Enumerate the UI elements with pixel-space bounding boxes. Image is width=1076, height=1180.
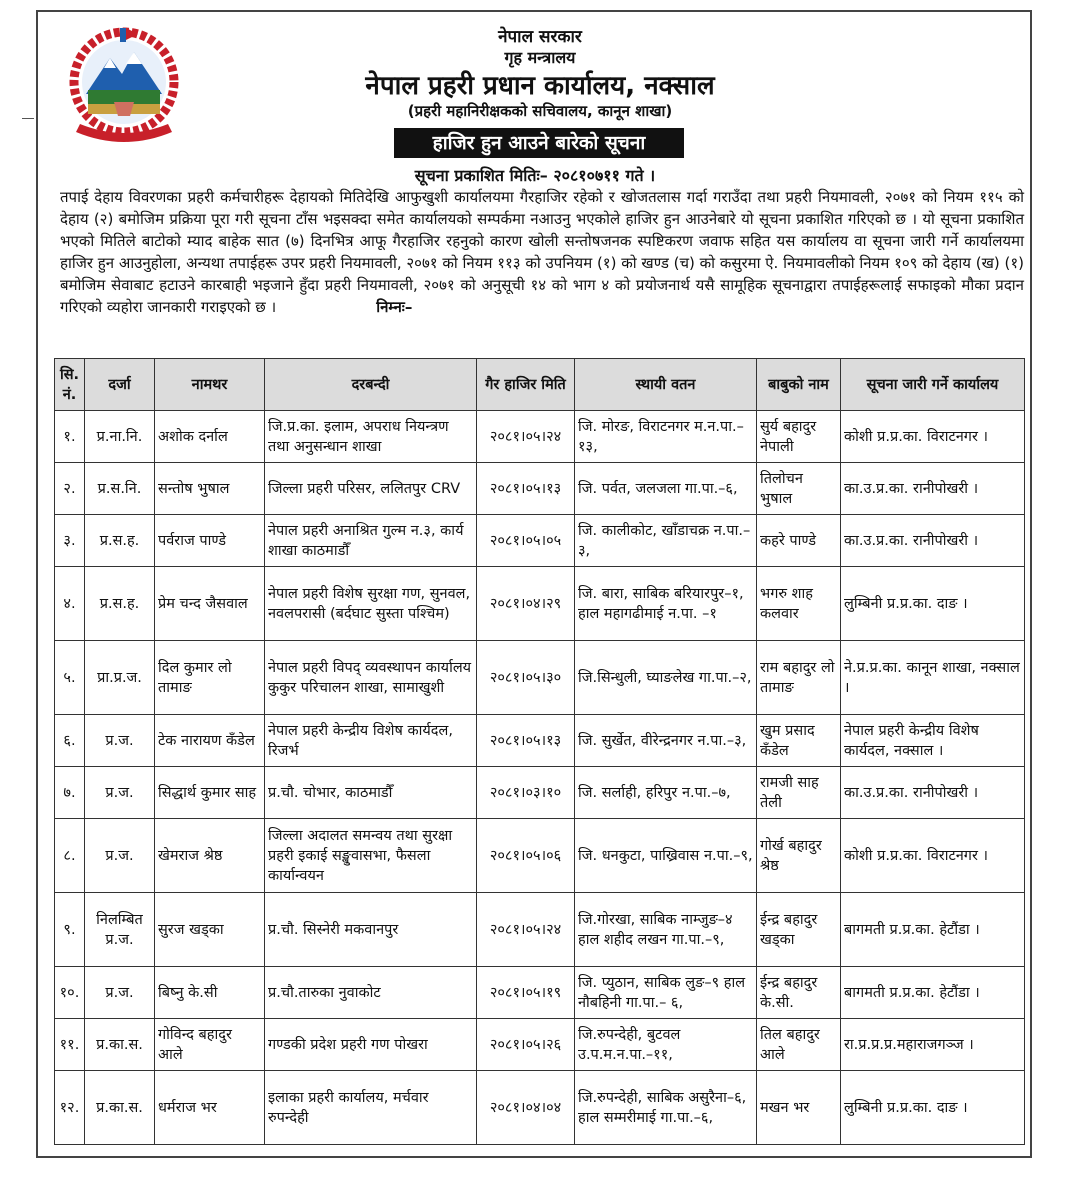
table-row	[55, 767, 1025, 819]
cell-rank: प्र.ज.	[85, 715, 155, 767]
cell-name: टेक नारायण कँडेल	[155, 715, 265, 767]
cell-rank: प्रा.प्र.ज.	[85, 641, 155, 715]
cell-issuing-office: कोशी प्र.प्र.का. विराटनगर ।	[841, 819, 1025, 893]
cell-serial: ४.	[55, 567, 85, 641]
cell-permanent-address: जि. प्युठान, साबिक लुङ–९ हाल नौबहिनी गा.पा.– ६,	[575, 967, 757, 1019]
cell-absent-date: २०८१।०५।१९	[477, 967, 575, 1019]
table-header-row	[55, 359, 1025, 411]
header-serial: सि. नं.	[55, 359, 85, 411]
header-permanent-address: स्थायी वतन	[575, 359, 757, 411]
cell-rank: प्र.का.स.	[85, 1071, 155, 1145]
cell-name: बिष्नु के.सी	[155, 967, 265, 1019]
table-row	[55, 1019, 1025, 1071]
cell-issuing-office: नेपाल प्रहरी केन्द्रीय विशेष कार्यदल, नक्साल ।	[841, 715, 1025, 767]
cell-permanent-address: जि.गोरखा, साबिक नाम्जुङ–४ हाल शहीद लखन गा.पा.–९,	[575, 893, 757, 967]
cell-rank: प्र.ज.	[85, 967, 155, 1019]
cell-rank: प्र.ना.नि.	[85, 411, 155, 463]
cell-name: पर्वराज पाण्डे	[155, 515, 265, 567]
cell-father-name: गोर्ख बहादुर श्रेष्ठ	[757, 819, 841, 893]
cell-father-name: तिलोचन भुषाल	[757, 463, 841, 515]
cell-name: धर्मराज भर	[155, 1071, 265, 1145]
section-subtitle: (प्रहरी महानिरीक्षकको सचिवालय, कानून शाखा)	[407, 102, 673, 120]
cell-father-name: राम बहादुर लो तामाङ	[757, 641, 841, 715]
cell-issuing-office: का.उ.प्र.का. रानीपोखरी ।	[841, 515, 1025, 567]
cell-absent-date: २०८१।०५।२४	[477, 411, 575, 463]
cell-serial: ८.	[55, 819, 85, 893]
cell-absent-date: २०८१।०५।०६	[477, 819, 575, 893]
cell-posting: गण्डकी प्रदेश प्रहरी गण पोखरा	[265, 1019, 477, 1071]
cell-rank: निलम्बित प्र.ज.	[85, 893, 155, 967]
table-row	[55, 1071, 1025, 1145]
table-row	[55, 463, 1025, 515]
cell-posting: जि.प्र.का. इलाम, अपराध नियन्त्रण तथा अनुसन्धान शाखा	[265, 411, 477, 463]
cell-name: गोविन्द बहादुर आले	[155, 1019, 265, 1071]
absent-personnel-table	[54, 358, 1025, 1145]
cell-serial: ३.	[55, 515, 85, 567]
cell-serial: १०.	[55, 967, 85, 1019]
header-absent-date: गैर हाजिर मिति	[477, 359, 575, 411]
cell-permanent-address: जि. धनकुटा, पाख्रिवास न.पा.–९,	[575, 819, 757, 893]
cell-serial: १.	[55, 411, 85, 463]
cell-name: दिल कुमार लो तामाङ	[155, 641, 265, 715]
table-row	[55, 515, 1025, 567]
cell-rank: प्र.ज.	[85, 819, 155, 893]
cell-name: खेमराज श्रेष्ठ	[155, 819, 265, 893]
table-row	[55, 715, 1025, 767]
header-father-name: बाबुको नाम	[757, 359, 841, 411]
cell-posting: प्र.चौ. चोभार, काठमाडौँ	[265, 767, 477, 819]
cell-absent-date: २०८१।०५।०५	[477, 515, 575, 567]
cell-rank: प्र.ज.	[85, 767, 155, 819]
cell-posting: जिल्ला प्रहरी परिसर, ललितपुर CRV	[265, 463, 477, 515]
cell-father-name: ईन्द्र बहादुर के.सी.	[757, 967, 841, 1019]
cell-rank: प्र.स.नि.	[85, 463, 155, 515]
table-row	[55, 641, 1025, 715]
cell-serial: ५.	[55, 641, 85, 715]
cell-father-name: कहरे पाण्डे	[757, 515, 841, 567]
cell-issuing-office: का.उ.प्र.का. रानीपोखरी ।	[841, 463, 1025, 515]
cell-issuing-office: बागमती प्र.प्र.का. हेटौंडा ।	[841, 967, 1025, 1019]
cell-father-name: खुम प्रसाद कँडेल	[757, 715, 841, 767]
cell-father-name: सुर्य बहादुर नेपाली	[757, 411, 841, 463]
cell-permanent-address: जि. पर्वत, जलजला गा.पा.–६,	[575, 463, 757, 515]
cell-name: सन्तोष भुषाल	[155, 463, 265, 515]
cell-absent-date: २०८१।०५।१३	[477, 715, 575, 767]
cell-father-name: ईन्द्र बहादुर खड्का	[757, 893, 841, 967]
cell-serial: १२.	[55, 1071, 85, 1145]
cell-serial: ७.	[55, 767, 85, 819]
cell-permanent-address: जि. सुर्खेत, वीरेन्द्रनगर न.पा.–३,	[575, 715, 757, 767]
cell-name: सिद्धार्थ कुमार साह	[155, 767, 265, 819]
cell-permanent-address: जि. कालीकोट, खाँडाचक्र न.पा.–३,	[575, 515, 757, 567]
table-row	[55, 411, 1025, 463]
cell-issuing-office: लुम्बिनी प्र.प्र.का. दाङ ।	[841, 567, 1025, 641]
header-issuing-office: सूचना जारी गर्ने कार्यालय	[841, 359, 1025, 411]
cell-absent-date: २०८१।०५।२६	[477, 1019, 575, 1071]
cell-serial: २.	[55, 463, 85, 515]
list-label: निम्नः–	[376, 298, 413, 316]
cell-rank: प्र.का.स.	[85, 1019, 155, 1071]
cell-posting: प्र.चौ. सिस्नेरी मकवानपुर	[265, 893, 477, 967]
edge-mark	[22, 118, 34, 119]
cell-permanent-address: जि.रुपन्देही, साबिक असुरैना–६, हाल सम्मरीमाई गा.पा.–६,	[575, 1071, 757, 1145]
cell-name: अशोक दर्नाल	[155, 411, 265, 463]
cell-posting: जिल्ला अदालत समन्वय तथा सुरक्षा प्रहरी इकाई सङ्खुवासभा, फैसला कार्यान्वयन	[265, 819, 477, 893]
cell-issuing-office: का.उ.प्र.का. रानीपोखरी ।	[841, 767, 1025, 819]
cell-issuing-office: बागमती प्र.प्र.का. हेटौंडा ।	[841, 893, 1025, 967]
cell-posting: नेपाल प्रहरी विपद् व्यवस्थापन कार्यालय कुकुर परिचालन शाखा, सामाखुशी	[265, 641, 477, 715]
cell-issuing-office: ने.प्र.प्र.का. कानून शाखा, नक्साल ।	[841, 641, 1025, 715]
cell-issuing-office: कोशी प्र.प्र.का. विराटनगर ।	[841, 411, 1025, 463]
cell-issuing-office: लुम्बिनी प्र.प्र.का. दाङ ।	[841, 1071, 1025, 1145]
cell-permanent-address: जि.सिन्धुली, घ्याङलेख गा.पा.–२,	[575, 641, 757, 715]
cell-posting: नेपाल प्रहरी केन्द्रीय विशेष कार्यदल, रिजर्भ	[265, 715, 477, 767]
cell-absent-date: २०८१।०५।२४	[477, 893, 575, 967]
table-row	[55, 567, 1025, 641]
cell-permanent-address: जि. बारा, साबिक बरियारपुर–१, हाल महागढीमाई न.पा. –१	[575, 567, 757, 641]
cell-serial: ९.	[55, 893, 85, 967]
government-line: नेपाल सरकार	[498, 27, 582, 47]
ministry-line: गृह मन्त्रालय	[504, 48, 576, 67]
cell-absent-date: २०८१।०५।१३	[477, 463, 575, 515]
cell-serial: ११.	[55, 1019, 85, 1071]
cell-absent-date: २०८१।०४।०४	[477, 1071, 575, 1145]
cell-rank: प्र.स.ह.	[85, 567, 155, 641]
cell-permanent-address: जि. सर्लाही, हरिपुर न.पा.–७,	[575, 767, 757, 819]
cell-name: सुरज खड्का	[155, 893, 265, 967]
header-posting: दरबन्दी	[265, 359, 477, 411]
cell-posting: इलाका प्रहरी कार्यालय, मर्चवार रुपन्देही	[265, 1071, 477, 1145]
table-row	[55, 819, 1025, 893]
cell-permanent-address: जि.रुपन्देही, बुटवल उ.प.म.न.पा.–११,	[575, 1019, 757, 1071]
cell-absent-date: २०८१।०४।२९	[477, 567, 575, 641]
cell-posting: नेपाल प्रहरी विशेष सुरक्षा गण, सुनवल, नवलपरासी (बर्दघाट सुस्ता पश्चिम)	[265, 567, 477, 641]
cell-absent-date: २०८१।०५।३०	[477, 641, 575, 715]
cell-father-name: भगरु शाह कलवार	[757, 567, 841, 641]
nepal-emblem-icon	[62, 24, 186, 152]
publish-date: सूचना प्रकाशित मितिः– २०८१०७११ गते ।	[414, 166, 656, 185]
table-row	[55, 893, 1025, 967]
intro-text: तपाई देहाय विवरणका प्रहरी कर्मचारीहरू देहायको मितिदेखि आफुखुशी कार्यालयमा गैरहाजिर रहेको र खोजतलास गर्दा गराउँदा तथा प्रहरी नियमावली, २०७१ को नियम ११५ को देहाय (२) बमोजिम प्रक्रिया पूरा गरी सूचना टाँस भइसक्दा समेत कार्यालयको सम्पर्कमा नआउनु भएकोले हाजिर हुन आउनेबारे यो सूचना प्रकाशित गरिएको छ । यो सूचना प्रकाशित भएको मितिले बाटोको म्याद बाहेक सात (७) दिनभित्र आफू गैरहाजिर रहनुको कारण खोली सन्तोषजनक स्पष्टिकरण जवाफ सहित यस कार्यालय वा सूचना जारी गर्ने कार्यालयमा हाजिर हुन आउनुहोला, अन्यथा तपाईहरू उपर प्रहरी नियमावली, २०७१ को नियम ११३ को उपनियम (१) को खण्ड (च) को कसुरमा ऐ. नियमावलीको नियम १०९ को देहाय (ख) (१) बमोजिम सेवाबाट हटाउने कारबाही भइजाने हुँदा प्रहरी नियमावली, २०७१ को अनुसूची १४ को भाग ४ को प्रयोजनार्थ यसै सामूहिक सूचनाद्वारा तपाईहरूलाई सफाइको मौका प्रदान गरिएको व्यहोरा जानकारी गराइएको छ ।	[60, 188, 1024, 316]
header-name: नामथर	[155, 359, 265, 411]
cell-father-name: तिल बहादुर आले	[757, 1019, 841, 1071]
table-row	[55, 967, 1025, 1019]
cell-serial: ६.	[55, 715, 85, 767]
cell-rank: प्र.स.ह.	[85, 515, 155, 567]
intro-paragraph	[60, 186, 1024, 318]
header-rank: दर्जा	[85, 359, 155, 411]
cell-name: प्रेम चन्द जैसवाल	[155, 567, 265, 641]
cell-father-name: मखन भर	[757, 1071, 841, 1145]
office-title: नेपाल प्रहरी प्रधान कार्यालय, नक्साल	[365, 71, 715, 101]
notice-title: हाजिर हुन आउने बारेको सूचना	[394, 128, 684, 158]
cell-permanent-address: जि. मोरङ, विराटनगर म.न.पा.–१३,	[575, 411, 757, 463]
cell-issuing-office: रा.प्र.प्र.प्र.महाराजगञ्ज ।	[841, 1019, 1025, 1071]
cell-absent-date: २०८१।०३।१०	[477, 767, 575, 819]
cell-posting: प्र.चौ.तारुका नुवाकोट	[265, 967, 477, 1019]
cell-father-name: रामजी साह तेली	[757, 767, 841, 819]
cell-posting: नेपाल प्रहरी अनाश्रित गुल्म न.३, कार्य शाखा काठमाडौँ	[265, 515, 477, 567]
